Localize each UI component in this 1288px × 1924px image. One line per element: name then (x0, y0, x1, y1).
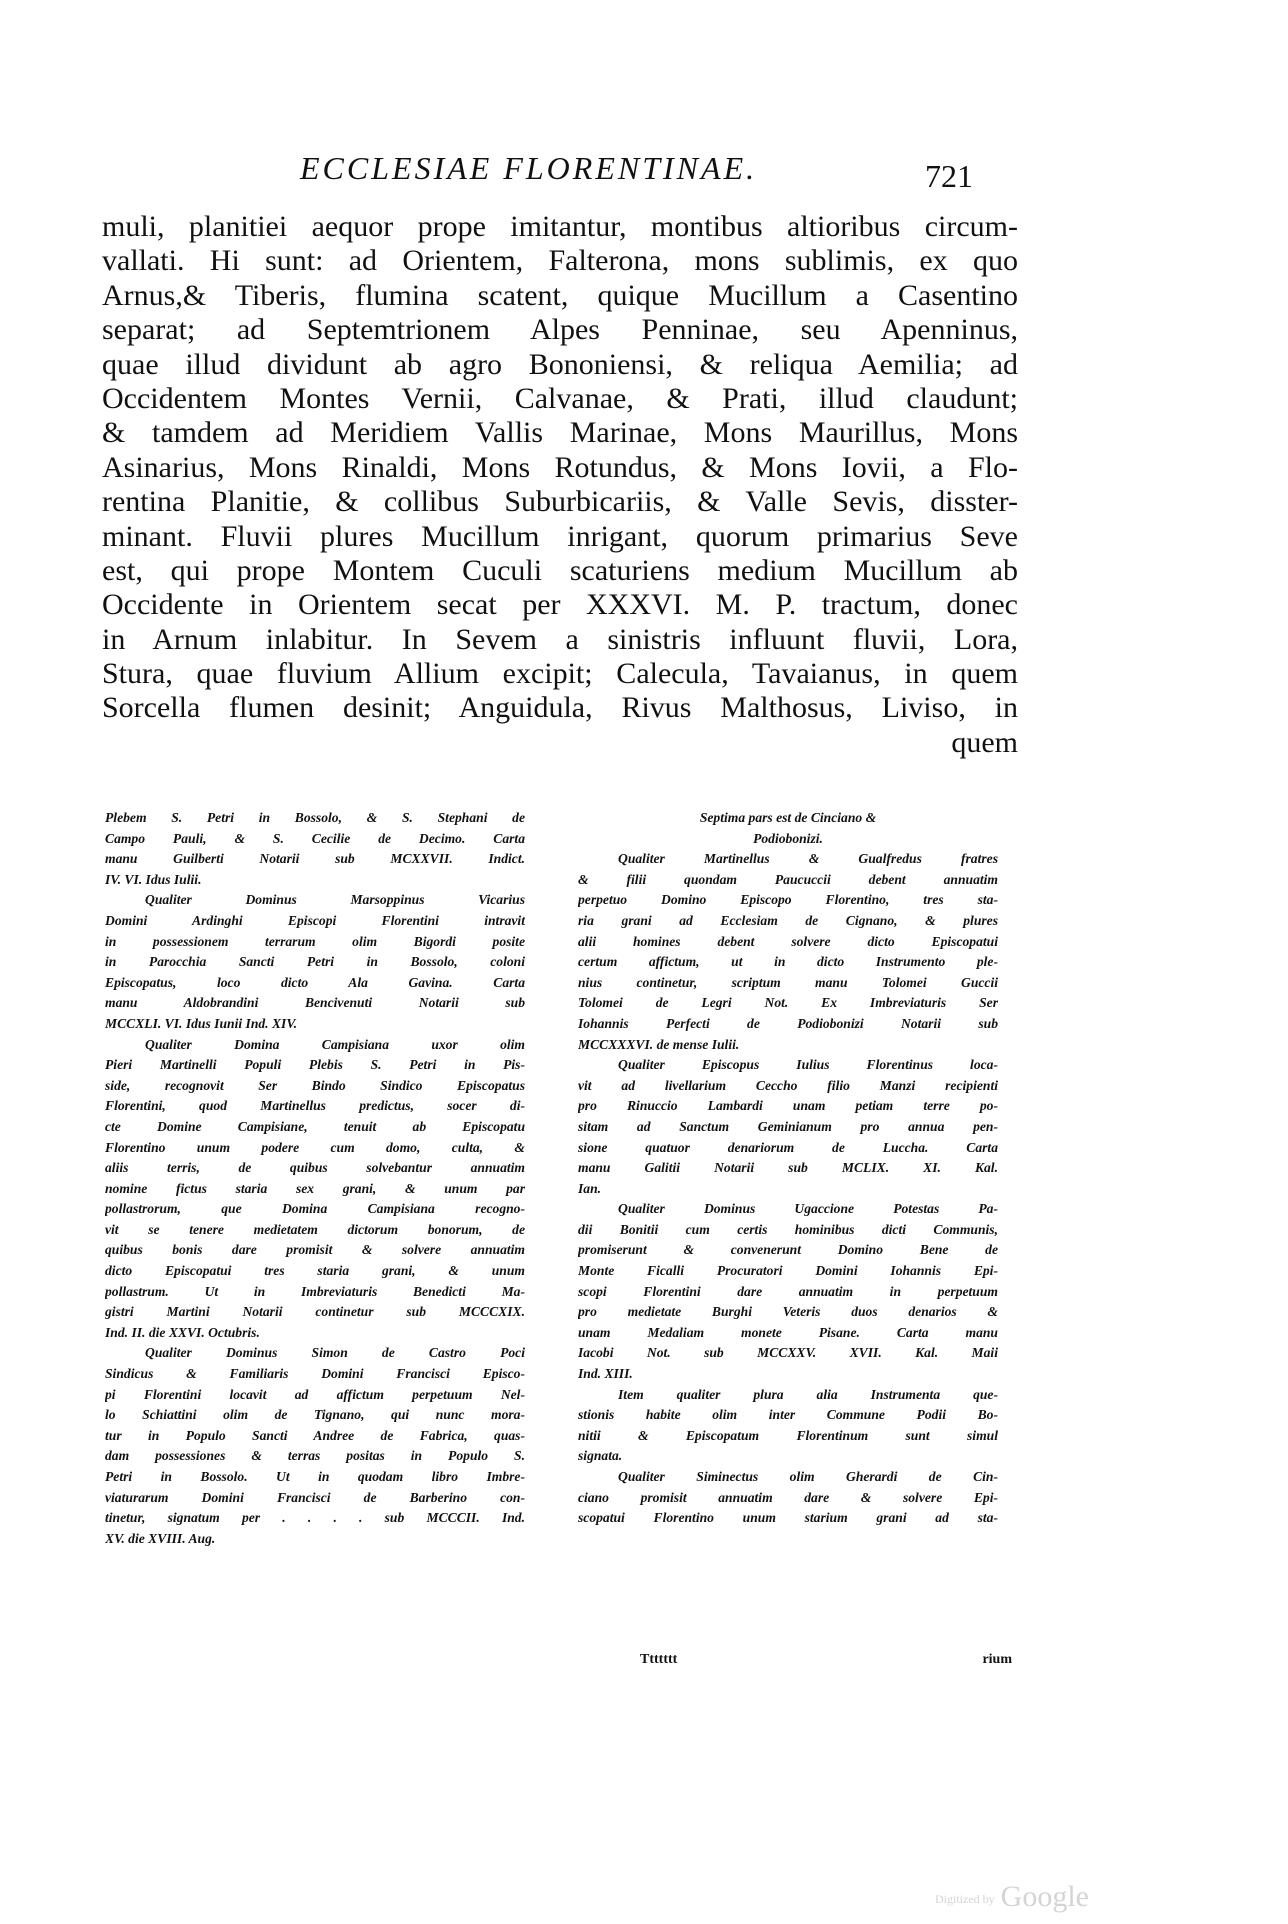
main-text-line: muli, planitiei aequor prope imitantur, montibus altioribus circum- (102, 210, 1018, 243)
footnote-line: Podiobonizi. (753, 830, 823, 846)
catchword-line (640, 1652, 1012, 1668)
watermark-brand: Google (1000, 1880, 1089, 1913)
footnote-line: pollastrorum, que Domina Campisiana recogno- (105, 1201, 525, 1217)
footnote-line: stionis habite olim inter Commune Podii Bo- (578, 1407, 998, 1423)
footnote-line: in possessionem terrarum olim Bigordi posite (105, 933, 525, 949)
main-text-line: vallati. Hi sunt: ad Orientem, Falterona, mons sublimis, ex quo (102, 244, 1018, 278)
footnote-line: quibus bonis dare promisit & solvere annuatim (105, 1242, 525, 1258)
footnote-line: MCCXLI. VI. Idus Iunii Ind. XIV. (105, 1015, 298, 1031)
footnote-line: Qualiter Dominus Simon de Castro Poci (145, 1345, 525, 1361)
footnote-line: viaturarum Domini Francisci de Barberino con- (105, 1489, 525, 1505)
footnote-line: pi Florentini locavit ad affictum perpetuum Nel- (105, 1386, 525, 1402)
footnote-line: Episcopatus, loco dicto Ala Gavina. Carta (105, 974, 525, 990)
footnote-line: ciano promisit annuatim dare & solvere Epi- (578, 1489, 998, 1505)
footnote-line: pollastrum. Ut in Imbreviaturis Benedicti Ma- (105, 1283, 525, 1299)
footnote-line: gistri Martini Notarii continetur sub MCCCXIX. (105, 1304, 525, 1320)
footnote-line: IV. VI. Idus Iulii. (105, 871, 202, 887)
footnote-line: pro Rinuccio Lambardi unam petiam terre po- (578, 1098, 998, 1114)
footnote-line: unam Medaliam monete Pisane. Carta manu (578, 1324, 998, 1340)
main-text-line: separat; ad Septemtrionem Alpes Penninae, seu Apenninus, (102, 313, 1018, 347)
footnote-line: Item qualiter plura alia Instrumenta que- (618, 1386, 998, 1402)
footnote-line: Petri in Bossolo. Ut in quodam libro Imbre- (105, 1469, 525, 1484)
footnote-line: Pieri Martinelli Populi Plebis S. Petri in Pis- (105, 1057, 525, 1073)
footnote-line: Qualiter Siminectus olim Gherardi de Cin- (618, 1469, 998, 1484)
footnote-line: sione quatuor denariorum de Luccha. Carta (578, 1139, 998, 1155)
main-text-line: quae illud dividunt ab agro Bononiensi, & reliqua Aemilia; ad (102, 347, 1018, 381)
footnote-line: Plebem S. Petri in Bossolo, & S. Stephani de (105, 810, 525, 825)
footnote-line: vit se tenere medietatem dictorum bonorum, de (105, 1221, 525, 1237)
main-text-line: rentina Planitie, & collibus Suburbicariis, & Valle Sevis, disster- (102, 485, 1018, 519)
main-text-line: Occidente in Orientem secat per XXXVI. M. P. tractum, donec (102, 588, 1018, 622)
footnote-line: Septima pars est de Cinciano & (699, 810, 877, 825)
footnote-line: Qualiter Martinellus & Gualfredus fratres (618, 851, 998, 867)
main-text-line: est, qui prope Montem Cuculi scaturiens medium Mucillum ab (102, 553, 1018, 587)
footnote-line: Qualiter Dominus Marsoppinus Vicarius (145, 892, 525, 908)
footnote-line: Campo Pauli, & S. Cecilie de Decimo. Carta (105, 830, 525, 846)
digitization-watermark (935, 1880, 1089, 1914)
footnote-line: dam possessiones & terras positas in Populo S. (105, 1448, 525, 1464)
footnote-line: Domini Ardinghi Episcopi Florentini intravit (105, 912, 525, 928)
main-text-line: & tamdem ad Meridiem Vallis Marinae, Mons Maurillus, Mons (102, 416, 1018, 450)
footnote-line: Ian. (578, 1180, 602, 1196)
footnote-line: manu Guilberti Notarii sub MCXXVII. Indict. (105, 851, 525, 867)
footnote-line: dicto Episcopatui tres staria grani, & unum (105, 1263, 525, 1279)
footnote-line: manu Aldobrandini Bencivenuti Notarii sub (105, 995, 525, 1011)
footnote-line: Florentino unum podere cum domo, culta, & (105, 1139, 525, 1155)
main-text-line: Occidentem Montes Vernii, Calvanae, & Prati, illud claudunt; (102, 381, 1018, 415)
footnote-line: & filii quondam Paucuccii debent annuatim (578, 871, 998, 887)
footnote-line: Tolomei de Legri Not. Ex Imbreviaturis Ser (578, 995, 998, 1011)
page-number: 721 (925, 158, 973, 194)
main-text-line: Sorcella flumen desinit; Anguidula, Rivus Malthosus, Liviso, in (102, 691, 1018, 725)
main-text-block (102, 210, 1018, 760)
footnote-line: Ind. II. die XXVI. Octubris. (105, 1324, 260, 1340)
footnote-column-right (578, 808, 998, 1529)
footnote-line: ria grani ad Ecclesiam de Cignano, & plures (578, 912, 998, 928)
footnote-line: certum affictum, ut in dicto Instrumento ple- (578, 954, 998, 970)
footnote-line: signata. (578, 1448, 623, 1464)
catchword: rium (982, 1652, 1012, 1667)
footnote-line: Qualiter Episcopus Iulius Florentinus loca- (618, 1057, 998, 1073)
footnote-line: dii Bonitii cum certis hominibus dicti Communis, (578, 1221, 998, 1237)
footnote-line: vit ad livellarium Ceccho filio Manzi recipienti (578, 1077, 998, 1093)
signature-mark: Ttttttt (640, 1652, 678, 1667)
main-text-line: minant. Fluvii plures Mucillum inrigant, quorum primarius Seve (102, 519, 1018, 553)
footnote-line: lo Schiattini olim de Tignano, qui nunc mora- (105, 1407, 525, 1423)
main-text-line: Stura, quae fluvium Allium excipit; Calecula, Tavaianus, in quem (102, 657, 1018, 691)
footnote-line: perpetuo Domino Episcopo Florentino, tres sta- (578, 892, 998, 908)
footnote-line: Iohannis Perfecti de Podiobonizi Notarii sub (578, 1015, 998, 1031)
running-title: ECCLESIAE FLORENTINAE. (300, 150, 758, 186)
footnote-line: tinetur, signatum per . . . . sub MCCCII. Ind. (105, 1510, 525, 1526)
watermark-prefix: Digitized by (935, 1891, 995, 1906)
footnote-line: pro medietate Burghi Veteris duos denarios & (578, 1304, 998, 1320)
footnote-line: aliis terris, de quibus solvebantur annuatim (105, 1160, 525, 1176)
footnote-line: XV. die XVIII. Aug. (105, 1530, 216, 1546)
footnote-line: promiserunt & convenerunt Domino Bene de (578, 1242, 998, 1258)
footnote-line: nitii & Episcopatum Florentinum sunt simul (578, 1427, 998, 1443)
footnote-line: Ind. XIII. (578, 1366, 633, 1382)
footnote-line: Florentini, quod Martinellus predictus, socer di- (105, 1098, 525, 1114)
footnote-line: scopatui Florentino unum starium grani ad sta- (578, 1510, 998, 1526)
footnote-line: MCCXXXVI. de mense Iulii. (578, 1036, 740, 1052)
footnote-line: Iacobi Not. sub MCCXXV. XVII. Kal. Maii (578, 1345, 998, 1361)
footnote-line: sitam ad Sanctum Geminianum pro annua pen- (578, 1118, 998, 1134)
footnote-line: nomine fictus staria sex grani, & unum par (105, 1180, 525, 1196)
footnote-line: Qualiter Dominus Ugaccione Potestas Pa- (618, 1201, 998, 1217)
main-text-line: Asinarius, Mons Rinaldi, Mons Rotundus, & Mons Iovii, a Flo- (102, 450, 1018, 484)
footnote-column-left (105, 808, 525, 1549)
footnote-line: Monte Ficalli Procuratori Domini Iohannis Epi- (578, 1263, 998, 1279)
footnote-line: cte Domine Campisiane, tenuit ab Episcopatu (105, 1118, 525, 1134)
footnote-line: in Parocchia Sancti Petri in Bossolo, coloni (105, 954, 525, 970)
footnote-line: Sindicus & Familiaris Domini Francisci Episco- (105, 1366, 525, 1382)
footnote-line: manu Galitii Notarii sub MCLIX. XI. Kal. (578, 1160, 998, 1176)
main-text-line: quem (951, 725, 1018, 759)
main-text-line: Arnus,& Tiberis, flumina scatent, quique Mucillum a Casentino (102, 278, 1018, 312)
footnote-line: side, recognovit Ser Bindo Sindico Episcopatus (105, 1077, 525, 1093)
footnote-line: scopi Florentini dare annuatim in perpetuum (578, 1283, 998, 1299)
footnote-line: nius continetur, scriptum manu Tolomei Guccii (578, 974, 998, 990)
footnote-line: tur in Populo Sancti Andree de Fabrica, quas- (105, 1427, 525, 1443)
footnote-line: Qualiter Domina Campisiana uxor olim (145, 1036, 525, 1052)
footnote-line: alii homines debent solvere dicto Episcopatui (578, 933, 998, 949)
main-text-line: in Arnum inlabitur. In Sevem a sinistris influunt fluvii, Lora, (102, 622, 1018, 656)
